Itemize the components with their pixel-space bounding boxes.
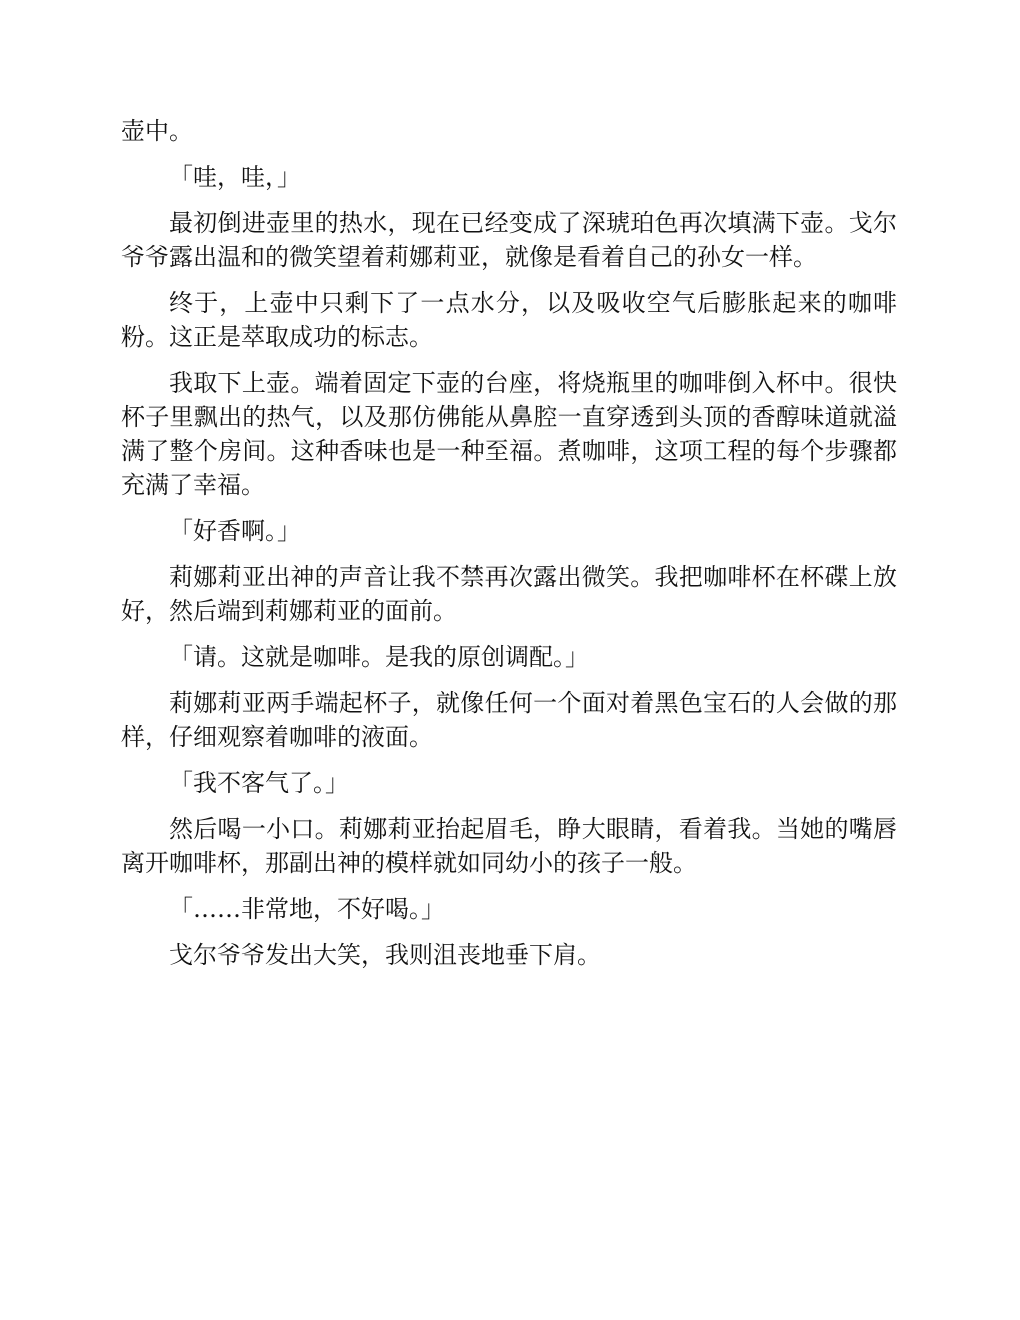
paragraph: 最初倒进壶里的热水，现在已经变成了深琥珀色再次填满下壶。戈尔爷爷露出温和的微笑望着莉娜莉亚，就像是看着自己的孙女一样。 (121, 209, 897, 271)
paragraph: 「请。这就是咖啡。是我的原创调配。」 (169, 643, 589, 671)
paragraph: 莉娜莉亚出神的声音让我不禁再次露出微笑。我把咖啡杯在杯碟上放好，然后端到莉娜莉亚的面前。 (121, 563, 897, 625)
paragraph: 「好香啊。」 (169, 517, 301, 545)
paragraph: 「我不客气了。」 (169, 769, 349, 797)
paragraph: 莉娜莉亚两手端起杯子，就像任何一个面对着黑色宝石的人会做的那样，仔细观察着咖啡的液面。 (121, 689, 897, 751)
paragraph: 「……非常地，不好喝。」 (169, 895, 445, 923)
paragraph: 戈尔爷爷发出大笑，我则沮丧地垂下肩。 (169, 941, 601, 969)
document-page (121, 114, 897, 984)
paragraph: 我取下上壶。端着固定下壶的台座，将烧瓶里的咖啡倒入杯中。很快杯子里飘出的热气，以及那仿佛能从鼻腔一直穿透到头顶的香醇味道就溢满了整个房间。这种香味也是一种至福。煮咖啡，这项工程的每个步骤都充满了幸福。 (121, 369, 897, 499)
paragraph: 终于，上壶中只剩下了一点水分，以及吸收空气后膨胀起来的咖啡粉。这正是萃取成功的标志。 (121, 289, 897, 351)
paragraph: 「哇，哇，」 (169, 163, 301, 191)
paragraph: 然后喝一小口。莉娜莉亚抬起眉毛，睁大眼睛，看着我。当她的嘴唇离开咖啡杯，那副出神的模样就如同幼小的孩子一般。 (121, 815, 897, 877)
paragraph: 壶中。 (121, 117, 193, 145)
